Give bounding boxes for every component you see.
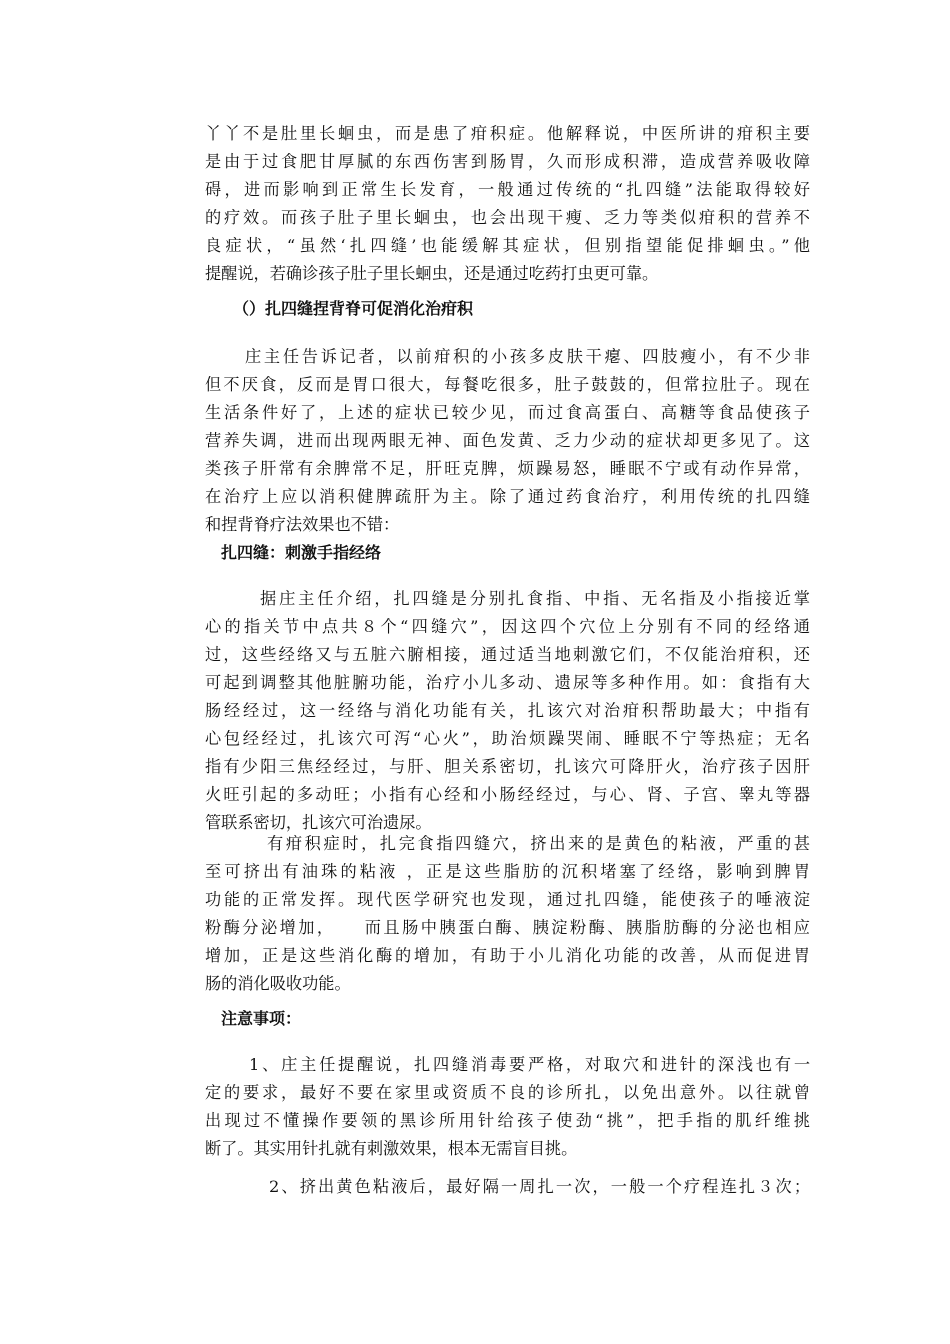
section-heading-text: 扎四缝：刺激手指经络 [221, 543, 382, 562]
text-line: 有疳积症时，扎完食指四缝穴，挤出来的是黄色的粘液，严重的甚 [267, 834, 810, 853]
text-line: 过，这些经络又与五脏六腑相接，通过适当地刺激它们，不仅能治疳积，还 [205, 645, 810, 664]
text-line: 指有少阳三焦经经过，与肝、胆关系密切，扎该穴可降肝火，治疗孩子因肝 [205, 757, 810, 776]
text-line: 和捏背脊疗法效果也不错： [205, 515, 400, 534]
text-line: 庄主任告诉记者，以前疳积的小孩多皮肤干瘪、四肢瘦小，有不少非 [245, 347, 810, 366]
text-line: 1、庄主任提醒说，扎四缝消毒要严格，对取穴和进针的深浅也有一 [249, 1055, 810, 1074]
text-line: 良症状，“虽然‘扎四缝’也能缓解其症状，但别指望能促排蛔虫。”他 [205, 236, 810, 255]
section-heading [205, 1005, 810, 1033]
text-line: 据庄主任介绍，扎四缝是分别扎食指、中指、无名指及小指接近掌 [260, 589, 810, 608]
text-line: 出现过不懂操作要领的黑诊所用针给孩子使劲“挑”，把手指的肌纤维挑 [205, 1111, 810, 1130]
text-line: 的疗效。而孩子肚子里长蛔虫，也会出现干瘦、乏力等类似疳积的营养不 [205, 208, 810, 227]
text-line: 定的要求，最好不要在家里或资质不良的诊所扎，以免出意外。以往就曾 [205, 1083, 810, 1102]
text-line: 提醒说，若确诊孩子肚子里长蛔虫，还是通过吃药打虫更可靠。 [205, 264, 659, 283]
text-line: 至可挤出有油珠的粘液 ，正是这些脂肪的沉积堵塞了经络，影响到脾胃 [205, 862, 810, 881]
text-line: 类孩子肝常有余脾常不足，肝旺克脾，烦躁易怒，睡眠不宁或有动作异常， [205, 459, 810, 478]
paragraph-four-seams [205, 585, 810, 837]
text-line: 管联系密切，扎该穴可治遗尿。 [205, 813, 432, 832]
text-line: 2、挤出黄色粘液后，最好隔一周扎一次，一般一个疗程连扎３次； [269, 1177, 810, 1196]
paragraph-precaution-2 [205, 1173, 810, 1201]
text-line: 功能的正常发挥。现代医学研究也发现，通过扎四缝，能使孩子的唾液淀 [205, 890, 810, 909]
text-line: 心的指关节中点共８个“四缝穴”，因这四个穴位上分别有不同的经络通 [205, 617, 810, 636]
text-line: 营养失调，进而出现两眼无神、面色发黄、乏力少动的症状却更多见了。这 [205, 431, 810, 450]
paragraph-enzymes [205, 830, 810, 998]
text-line: 心包经经过，扎该穴可泻“心火”，助治烦躁哭闹、睡眠不宁等热症；无名 [205, 729, 810, 748]
paragraph-precaution-1 [205, 1051, 810, 1163]
text-line: 火旺引起的多动旺；小指有心经和小肠经经过，与心、肾、子宫、睾丸等器 [205, 785, 810, 804]
text-line: 肠的消化吸收功能。 [205, 974, 351, 993]
text-line: 可起到调整其他脏腑功能，治疗小儿多动、遗尿等多种作用。如：食指有大 [205, 673, 810, 692]
section-heading [205, 295, 810, 323]
text-line: 在治疗上应以消积健脾疏肝为主。除了通过药食治疗，利用传统的扎四缝 [205, 487, 810, 506]
section-heading-text: 注意事项： [221, 1009, 302, 1028]
section-heading [205, 539, 810, 567]
paragraph-symptoms [205, 343, 810, 539]
text-line: 丫丫不是肚里长蛔虫，而是患了疳积症。他解释说，中医所讲的疳积主要 [205, 124, 810, 143]
paragraph-intro [205, 120, 810, 288]
section-heading-text: （）扎四缝捏背脊可促消化治疳积 [233, 299, 474, 318]
text-line: 增加，正是这些消化酶的增加，有助于小儿消化功能的改善，从而促进胃 [205, 946, 810, 965]
text-line: 肠经经过，这一经络与消化功能有关，扎该穴对治疳积帮助最大；中指有 [205, 701, 810, 720]
text-line: 生活条件好了，上述的症状已较少见，而过食高蛋白、高糖等食品使孩子 [205, 403, 810, 422]
text-line: 碍，进而影响到正常生长发育，一般通过传统的“扎四缝”法能取得较好 [205, 180, 810, 199]
text-line: 但不厌食，反而是胃口很大，每餐吃很多，肚子鼓鼓的，但常拉肚子。现在 [205, 375, 810, 394]
text-line: 粉酶分泌增加， 而且肠中胰蛋白酶、胰淀粉酶、胰脂肪酶的分泌也相应 [205, 918, 810, 937]
text-line: 断了。其实用针扎就有刺激效果，根本无需盲目挑。 [205, 1139, 578, 1158]
text-line: 是由于过食肥甘厚腻的东西伤害到肠胃，久而形成积滞，造成营养吸收障 [205, 152, 810, 171]
